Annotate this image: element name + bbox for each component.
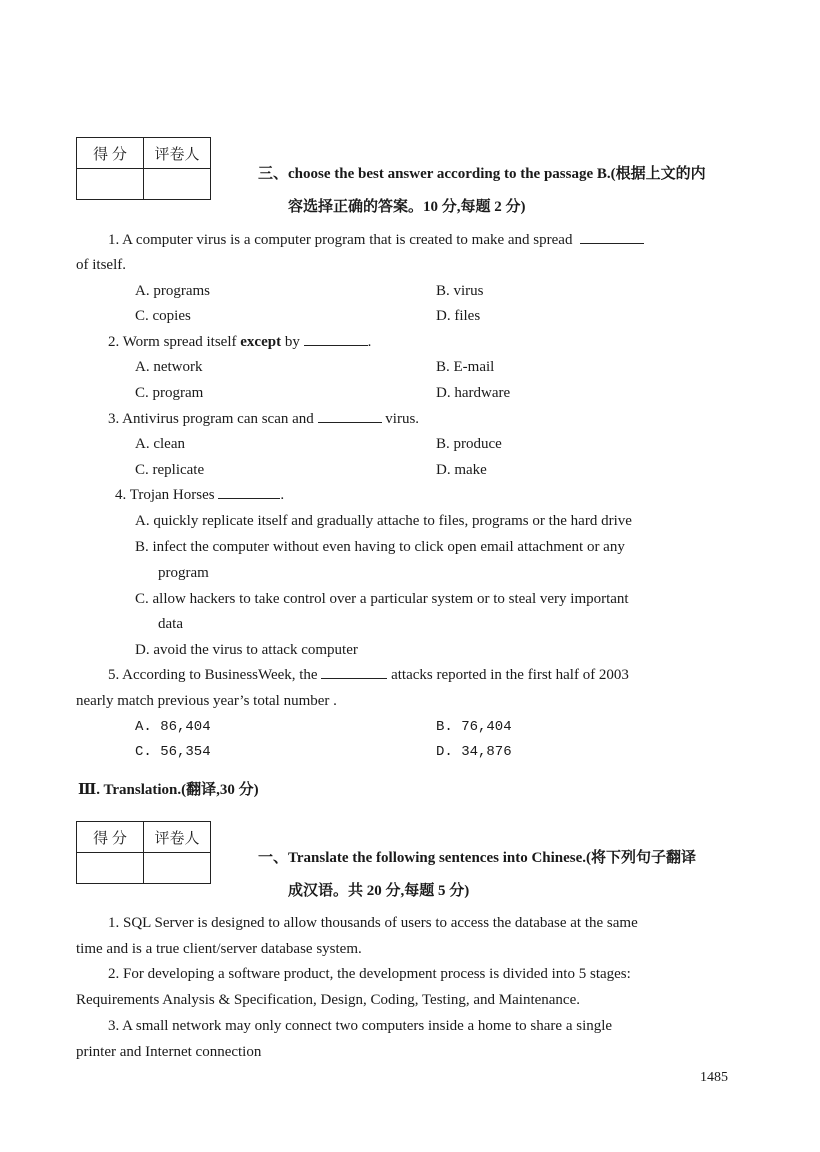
q1-stem-text: 1. A computer virus is a computer program that is created to make and spread xyxy=(108,232,573,248)
q4-option-b-cont: program xyxy=(158,565,209,581)
sentence-2-cont: Requirements Analysis & Specification, Design, Coding, Testing, and Maintenance. xyxy=(76,992,581,1008)
sentence-1: 1. SQL Server is designed to allow thousands of users to access the database at the same xyxy=(108,915,638,931)
q5-option-c[interactable]: C. 56,354 xyxy=(135,744,211,760)
q4-option-c-cont: data xyxy=(158,616,183,632)
score-table-2 xyxy=(76,821,211,884)
q2-option-b[interactable]: B. E-mail xyxy=(436,359,495,375)
sentence-3: 3. A small network may only connect two computers inside a home to share a single xyxy=(108,1018,613,1034)
q4-stem-text: 4. Trojan Horses xyxy=(115,487,215,503)
q2-option-c[interactable]: C. program xyxy=(135,385,204,401)
score-label: 得 分 xyxy=(77,822,144,853)
q1-option-d[interactable]: D. files xyxy=(436,308,481,324)
page-number: 1485 xyxy=(700,1070,728,1085)
q5-option-a[interactable]: A. 86,404 xyxy=(135,719,211,735)
sentence-1-cont: time and is a true client/server database system. xyxy=(76,941,362,957)
q2-option-d[interactable]: D. hardware xyxy=(436,385,511,401)
answer-blank[interactable] xyxy=(580,231,644,244)
q2-stem-end: . xyxy=(367,334,372,350)
grader-label: 评卷人 xyxy=(144,138,211,169)
q4-option-b[interactable]: B. infect the computer without even having to click open email attachment or any xyxy=(135,539,625,555)
answer-blank[interactable] xyxy=(321,666,387,679)
q1-option-a[interactable]: A. programs xyxy=(135,283,210,299)
q4-option-d[interactable]: D. avoid the virus to attack computer xyxy=(135,642,358,658)
q2-stem-bold: except xyxy=(240,334,282,350)
sentence-3-cont: printer and Internet connection xyxy=(76,1044,262,1060)
q1-option-c[interactable]: C. copies xyxy=(135,308,191,324)
score-cell[interactable] xyxy=(77,169,144,200)
q1-option-b[interactable]: B. virus xyxy=(436,283,484,299)
score-label: 得 分 xyxy=(77,138,144,169)
q5-stem-text: 5. According to BusinessWeek, the xyxy=(108,667,318,683)
q3-option-b[interactable]: B. produce xyxy=(436,436,502,452)
question-4-stem xyxy=(115,486,284,504)
q3-option-d[interactable]: D. make xyxy=(436,462,487,478)
q5-option-b[interactable]: B. 76,404 xyxy=(436,719,512,735)
q5-stem-text-2: attacks reported in the first half of 2003 xyxy=(391,667,629,683)
q3-option-a[interactable]: A. clean xyxy=(135,436,185,452)
q4-option-a[interactable]: A. quickly replicate itself and gradually attache to files, programs or the hard drive xyxy=(135,513,632,529)
grader-cell[interactable] xyxy=(144,853,211,884)
part3-heading-line1: 三、choose the best answer according to the passage B.(根据上文的内 xyxy=(258,166,706,182)
q2-option-a[interactable]: A. network xyxy=(135,359,203,375)
translate-heading-line2: 成汉语。共 20 分,每题 5 分) xyxy=(288,883,470,899)
translate-heading-line1: 一、Translate the following sentences into Chinese.(将下列句子翻译 xyxy=(258,850,697,866)
question-2-stem xyxy=(108,333,371,351)
grader-label: 评卷人 xyxy=(144,822,211,853)
grader-cell[interactable] xyxy=(144,169,211,200)
q2-stem-text: 2. Worm spread itself xyxy=(108,334,241,350)
question-3-stem xyxy=(108,410,419,428)
q4-option-c[interactable]: C. allow hackers to take control over a particular system or to steal very important xyxy=(135,591,629,607)
q3-stem-text: 3. Antivirus program can scan and xyxy=(108,411,314,427)
score-cell[interactable] xyxy=(77,853,144,884)
q2-stem-text-2: by xyxy=(281,334,300,350)
answer-blank[interactable] xyxy=(318,410,382,423)
answer-blank[interactable] xyxy=(218,486,280,499)
answer-blank[interactable] xyxy=(304,333,368,346)
score-table-1 xyxy=(76,137,211,200)
question-5-stem xyxy=(108,666,629,684)
q4-stem-end: . xyxy=(280,487,285,503)
q3-stem-text-2: virus. xyxy=(385,411,420,427)
q5-stem-cont: nearly match previous year’s total number . xyxy=(76,693,337,709)
question-1-stem xyxy=(108,231,644,249)
q3-option-c[interactable]: C. replicate xyxy=(135,462,205,478)
sentence-2: 2. For developing a software product, the development process is divided into 5 stages: xyxy=(108,966,631,982)
q1-stem-cont: of itself. xyxy=(76,257,126,273)
section3-heading: Ⅲ. Translation.(翻译,30 分) xyxy=(78,782,259,798)
q5-option-d[interactable]: D. 34,876 xyxy=(436,744,512,760)
part3-heading-line2: 容选择正确的答案。10 分,每题 2 分) xyxy=(288,199,526,215)
